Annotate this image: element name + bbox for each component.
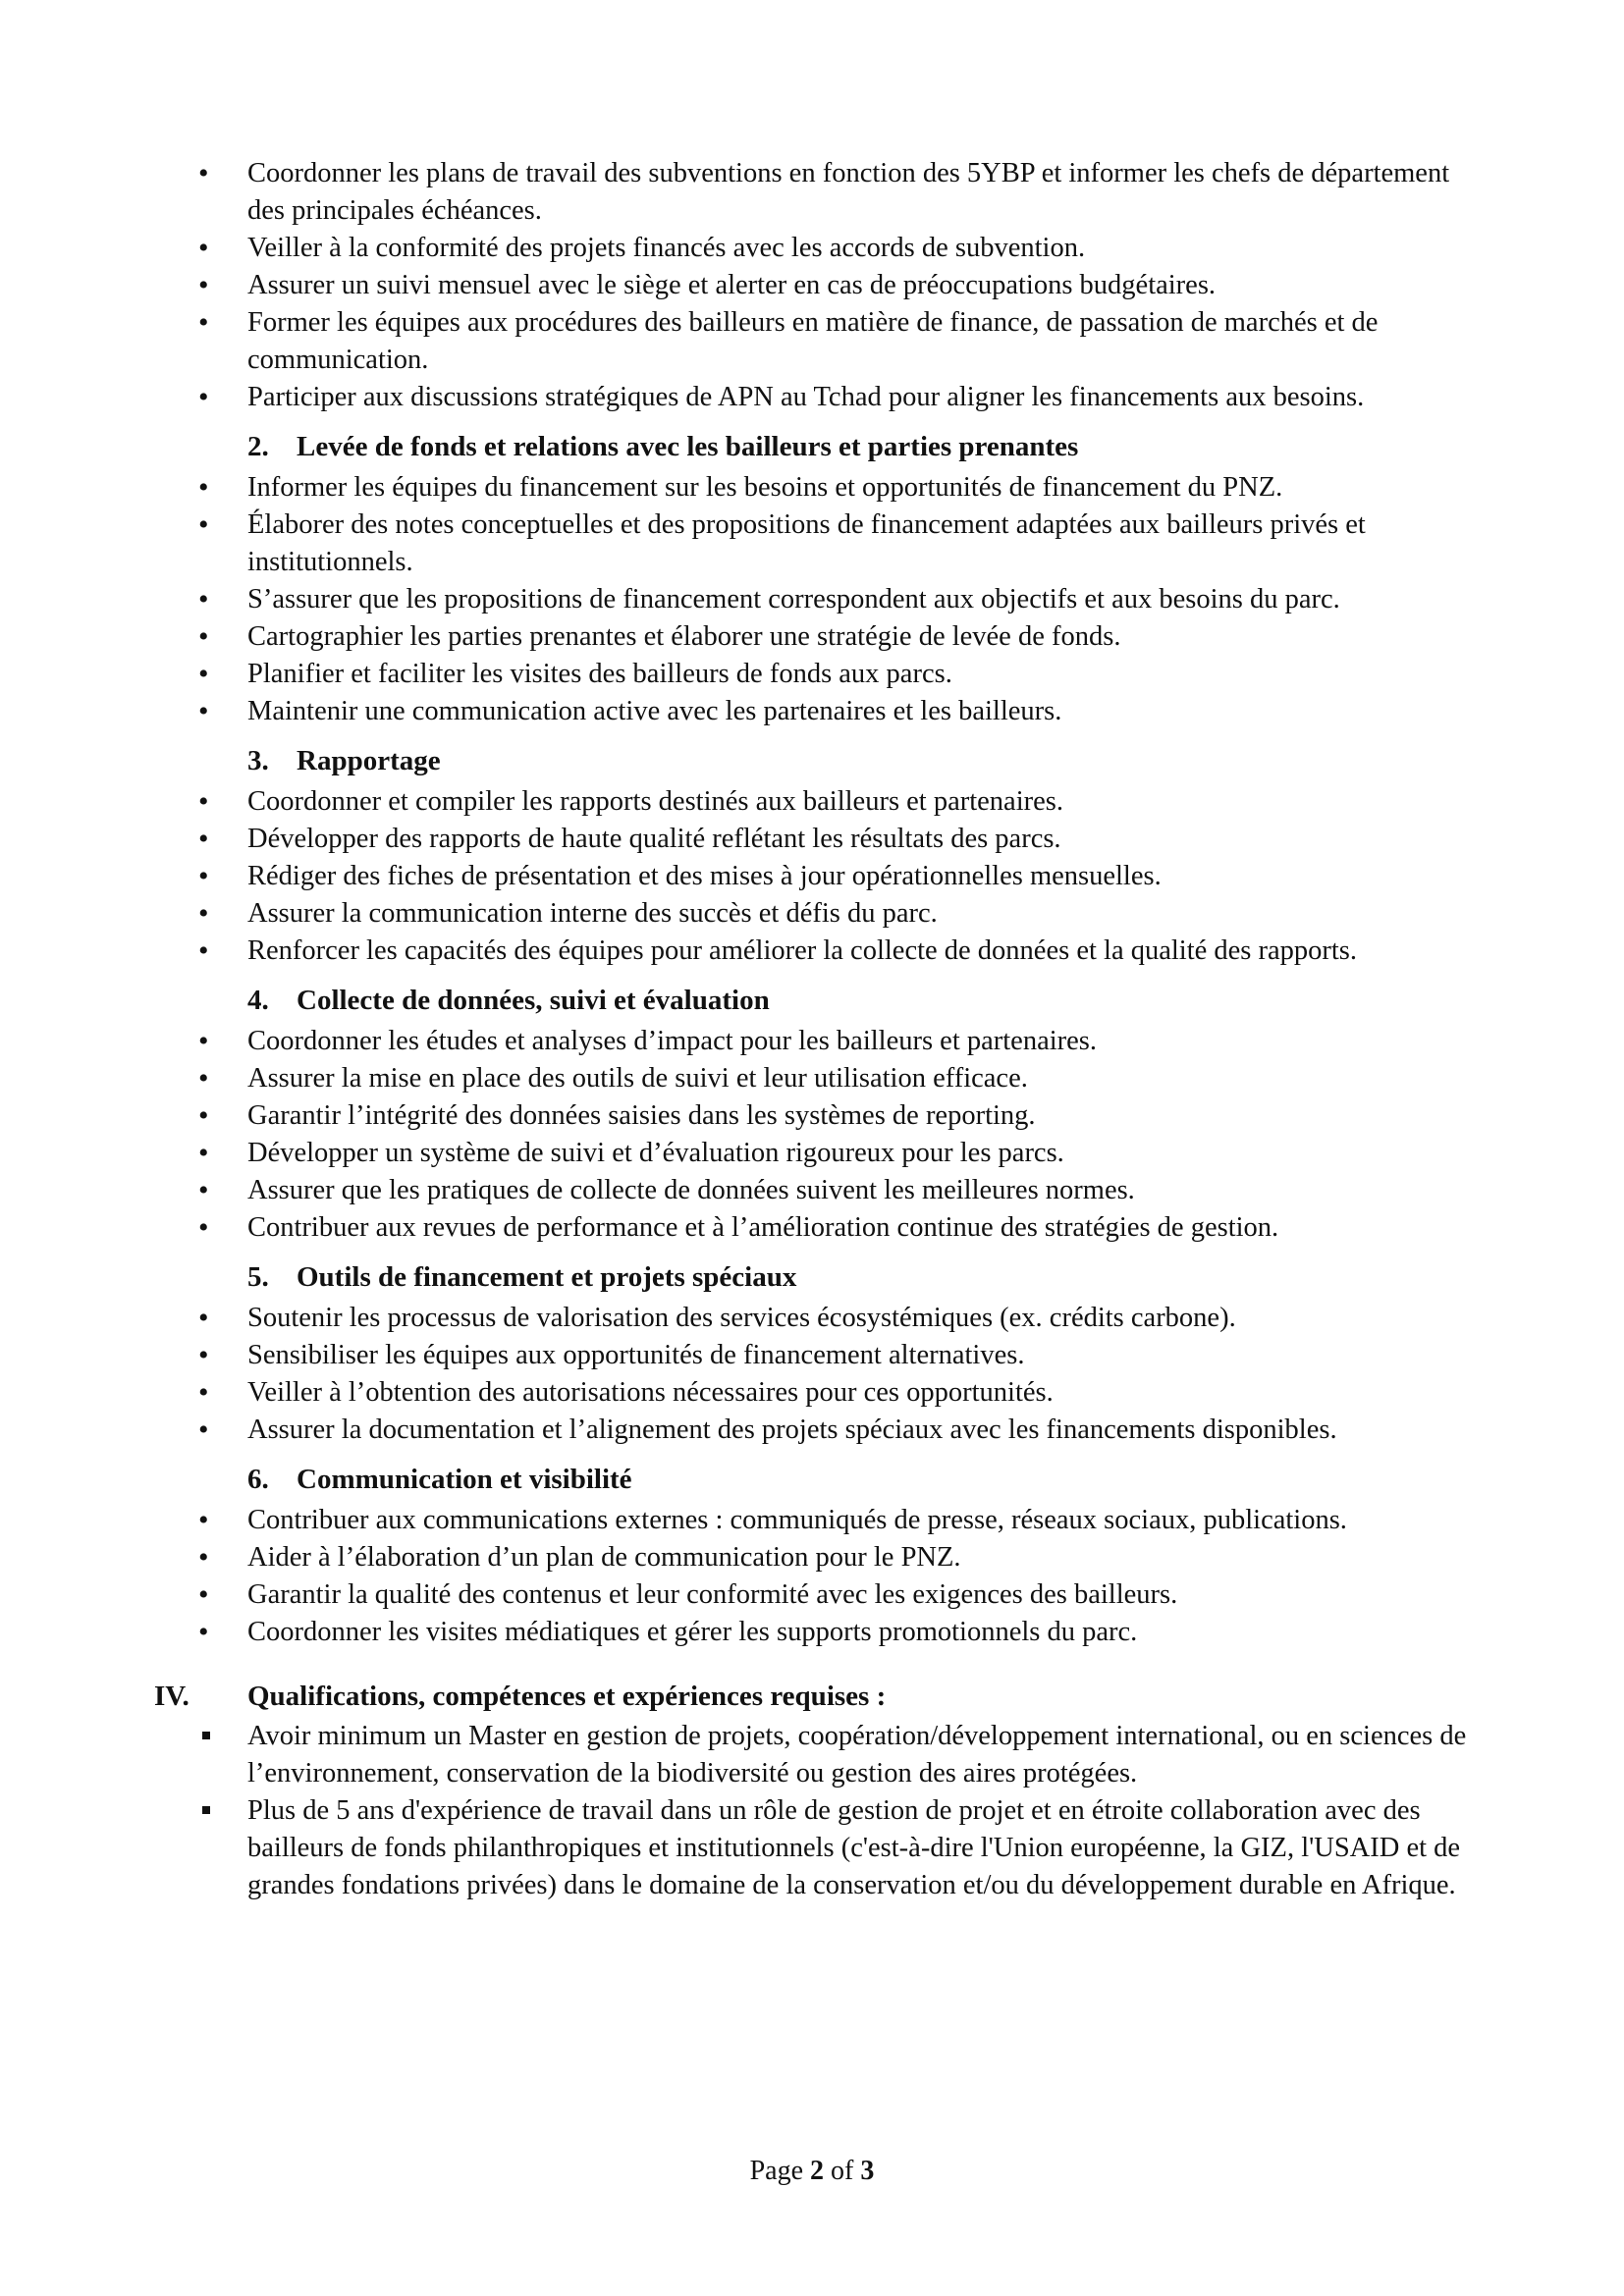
list-item: • Assurer que les pratiques de collecte de données suivent les meilleures normes.	[0, 1172, 1624, 1209]
section-list	[0, 1023, 1624, 1247]
list-item: • Développer un système de suivi et d’évaluation rigoureux pour les parcs.	[0, 1135, 1624, 1172]
list-item: • Assurer la mise en place des outils de suivi et leur utilisation efficace.	[0, 1060, 1624, 1097]
qualifications-heading	[0, 1677, 1624, 1716]
list-item: • Coordonner les plans de travail des subventions en fonction des 5YBP et informer les chefs de département des principales échéances.	[0, 155, 1624, 230]
section-number: 6.	[247, 1464, 269, 1495]
section-title: Communication et visibilité	[297, 1464, 632, 1495]
section-heading	[247, 428, 1624, 465]
list-item: • Participer aux discussions stratégiques de APN au Tchad pour aligner les financements aux besoins.	[0, 379, 1624, 416]
list-item: • Garantir l’intégrité des données saisies dans les systèmes de reporting.	[0, 1097, 1624, 1135]
list-item: • Rédiger des fiches de présentation et des mises à jour opérationnelles mensuelles.	[0, 858, 1624, 895]
list-item: • Assurer la communication interne des succès et défis du parc.	[0, 895, 1624, 933]
section-heading	[247, 982, 1624, 1019]
list-item: • Élaborer des notes conceptuelles et des propositions de financement adaptées aux bailleurs privés et institutionnels.	[0, 507, 1624, 581]
intro-list	[0, 155, 1624, 416]
section-number: 2.	[247, 431, 269, 462]
section-number: 3.	[247, 745, 269, 776]
section-number: 5.	[247, 1261, 269, 1293]
list-item: • Contribuer aux revues de performance et à l’amélioration continue des stratégies de gestion.	[0, 1209, 1624, 1247]
section-title: Collecte de données, suivi et évaluation	[297, 985, 770, 1016]
list-item: Plus de 5 ans d'expérience de travail dans un rôle de gestion de projet et en étroite collaboration avec des bailleurs de fonds philanthropiques et institutionnels (c'est-à-dire l'Union européenne, la GIZ, l'USAID et de grandes fondations privées) dans le domaine de la conservation et/ou du développement durable en Afrique.	[0, 1792, 1624, 1904]
qualifications-list	[0, 1718, 1624, 1904]
list-item: • Aider à l’élaboration d’un plan de communication pour le PNZ.	[0, 1539, 1624, 1576]
section-title: Outils de financement et projets spéciaux	[297, 1261, 797, 1293]
list-item: • Contribuer aux communications externes : communiqués de presse, réseaux sociaux, publications.	[0, 1502, 1624, 1539]
list-item: • Assurer un suivi mensuel avec le siège et alerter en cas de préoccupations budgétaires.	[0, 267, 1624, 304]
list-item: • Veiller à la conformité des projets financés avec les accords de subvention.	[0, 230, 1624, 267]
list-item: • Sensibiliser les équipes aux opportunités de financement alternatives.	[0, 1337, 1624, 1374]
page-footer	[0, 2156, 1624, 2187]
section-number: 4.	[247, 985, 269, 1016]
list-item: • Planifier et faciliter les visites des bailleurs de fonds aux parcs.	[0, 656, 1624, 693]
qualifications-title: Qualifications, compétences et expériences requises :	[247, 1681, 887, 1712]
section-list	[0, 1502, 1624, 1651]
section-title: Levée de fonds et relations avec les bailleurs et parties prenantes	[297, 431, 1079, 462]
roman-number: IV.	[154, 1681, 189, 1712]
list-item: • Soutenir les processus de valorisation des services écosystémiques (ex. crédits carbone).	[0, 1300, 1624, 1337]
section-heading	[247, 1258, 1624, 1296]
list-item: • Garantir la qualité des contenus et leur conformité avec les exigences des bailleurs.	[0, 1576, 1624, 1614]
list-item: Avoir minimum un Master en gestion de projets, coopération/développement international, ou en sciences de l’environnement, conservation de la biodiversité ou gestion des aires protégées.	[0, 1718, 1624, 1792]
section-heading	[247, 742, 1624, 779]
list-item: • Développer des rapports de haute qualité reflétant les résultats des parcs.	[0, 821, 1624, 858]
footer-separator: of	[831, 2156, 854, 2186]
section-list	[0, 469, 1624, 730]
footer-total-pages: 3	[860, 2156, 875, 2186]
list-item: • Cartographier les parties prenantes et élaborer une stratégie de levée de fonds.	[0, 618, 1624, 656]
list-item: • S’assurer que les propositions de financement correspondent aux objectifs et aux besoins du parc.	[0, 581, 1624, 618]
list-item: • Renforcer les capacités des équipes pour améliorer la collecte de données et la qualité des rapports.	[0, 933, 1624, 970]
section-title: Rapportage	[297, 745, 441, 776]
list-item: • Former les équipes aux procédures des bailleurs en matière de finance, de passation de marchés et de communication.	[0, 304, 1624, 379]
list-item: • Assurer la documentation et l’alignement des projets spéciaux avec les financements disponibles.	[0, 1412, 1624, 1449]
footer-prefix: Page	[749, 2156, 804, 2186]
list-item: • Coordonner les études et analyses d’impact pour les bailleurs et partenaires.	[0, 1023, 1624, 1060]
section-list	[0, 783, 1624, 970]
section-list	[0, 1300, 1624, 1449]
list-item: • Informer les équipes du financement sur les besoins et opportunités de financement du PNZ.	[0, 469, 1624, 507]
section-heading	[247, 1461, 1624, 1498]
list-item: • Maintenir une communication active avec les partenaires et les bailleurs.	[0, 693, 1624, 730]
list-item: • Veiller à l’obtention des autorisations nécessaires pour ces opportunités.	[0, 1374, 1624, 1412]
list-item: • Coordonner et compiler les rapports destinés aux bailleurs et partenaires.	[0, 783, 1624, 821]
footer-current-page: 2	[810, 2156, 825, 2186]
list-item: • Coordonner les visites médiatiques et gérer les supports promotionnels du parc.	[0, 1614, 1624, 1651]
